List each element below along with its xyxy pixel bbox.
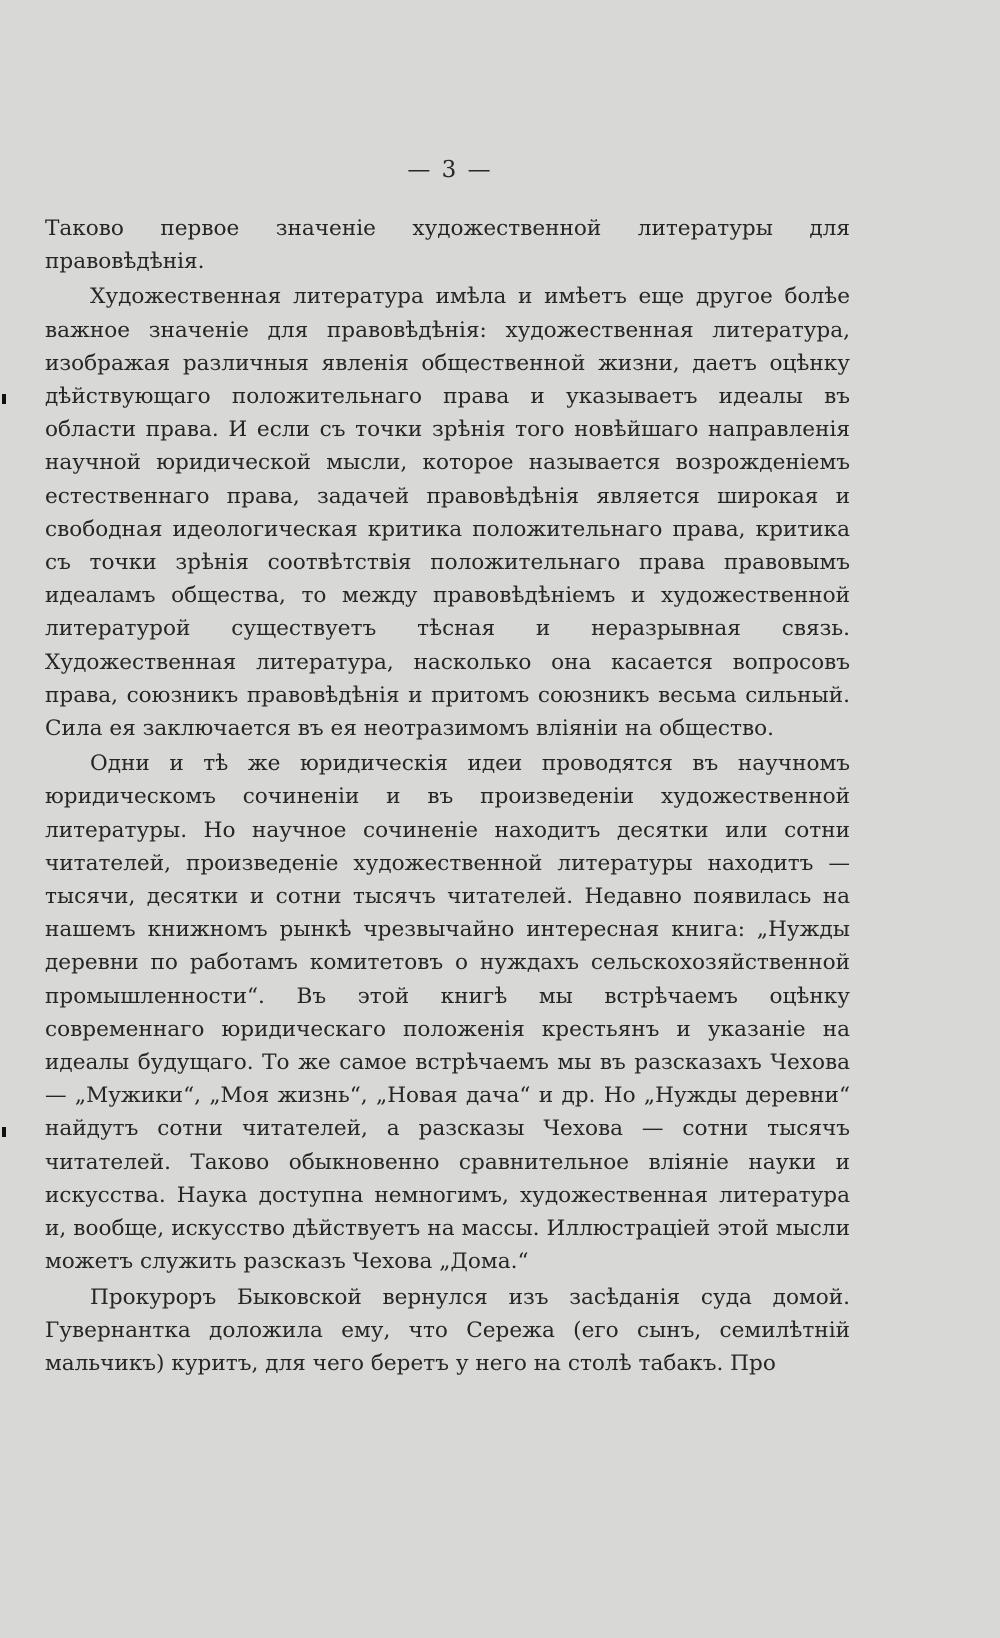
paragraph-4: Прокуроръ Быковской вернулся изъ засѣданія суда домой. Гувернантка доложила ему, что Сережа (его сынъ, семилѣтній мальчикъ) куритъ, для чего беретъ у него на столѣ табакъ. Про: [45, 1284, 850, 1376]
scan-margin-mark: [2, 1127, 6, 1137]
paragraph-3: Одни и тѣ же юридическія идеи проводятся въ научномъ юридическомъ сочиненіи и въ произведеніи художественной литературы. Но научное сочиненіе находитъ десятки или сотни читателей, произведеніе художественной литературы находитъ — тысячи, десятки и сотни тысячъ читателей. Недавно появилась на нашемъ книжномъ рынкѣ чрезвычайно интересная книга: „Нужды деревни по работамъ комитетовъ о нуждахъ сельскохозяйственной промышленности“. Въ этой книгѣ мы встрѣчаемъ оцѣнку современнаго юридическаго положенія крестьянъ и указаніе на идеалы будущаго. То же самое встрѣчаемъ мы въ разсказахъ Чехова — „Мужики“, „Моя жизнь“, „Новая дача“ и др. Но „Нужды деревни“ найдутъ сотни читателей, а разсказы Чехова — сотни тысячъ читателей. Таково обыкновенно сравнительное вліяніе науки и искусства. Наука доступна немногимъ, художественная литература и, вообще, искусство дѣйствуетъ на массы. Иллюстраціей этой мысли можетъ служить разсказъ Чехова „Дома.“: [45, 751, 850, 1275]
scan-margin-mark: [2, 394, 6, 404]
paragraph-2: Художественная литература имѣла и имѣетъ еще другое болѣе важное значеніе для правовѣдѣнія: художественная литература, изображая различныя явленія общественной жизни, даетъ оцѣнку дѣйствующаго положительнаго права и указываетъ идеалы въ области права. И если съ точки зрѣнія того новѣйшаго направленія научной юридической мысли, которое называется возрожденіемъ естественнаго права, задачей правовѣдѣнія является широкая и свободная идеологическая критика положительнаго права, критика съ точки зрѣнія соотвѣтствія положительнаго права правовымъ идеаламъ общества, то между правовѣдѣніемъ и художественной литературой существуетъ тѣсная и неразрывная связь. Художественная литература, насколько она касается вопросовъ права, союзникъ правовѣдѣнія и притомъ союзникъ весьма сильный. Сила ея заключается въ ея неотразимомъ вліяніи на общество.: [45, 284, 850, 742]
page-number: — 3 —: [407, 157, 493, 183]
paragraph-1: Таково первое значеніе художественной литературы для правовѣдѣнія.: [45, 216, 850, 275]
body-text: [45, 212, 850, 1382]
